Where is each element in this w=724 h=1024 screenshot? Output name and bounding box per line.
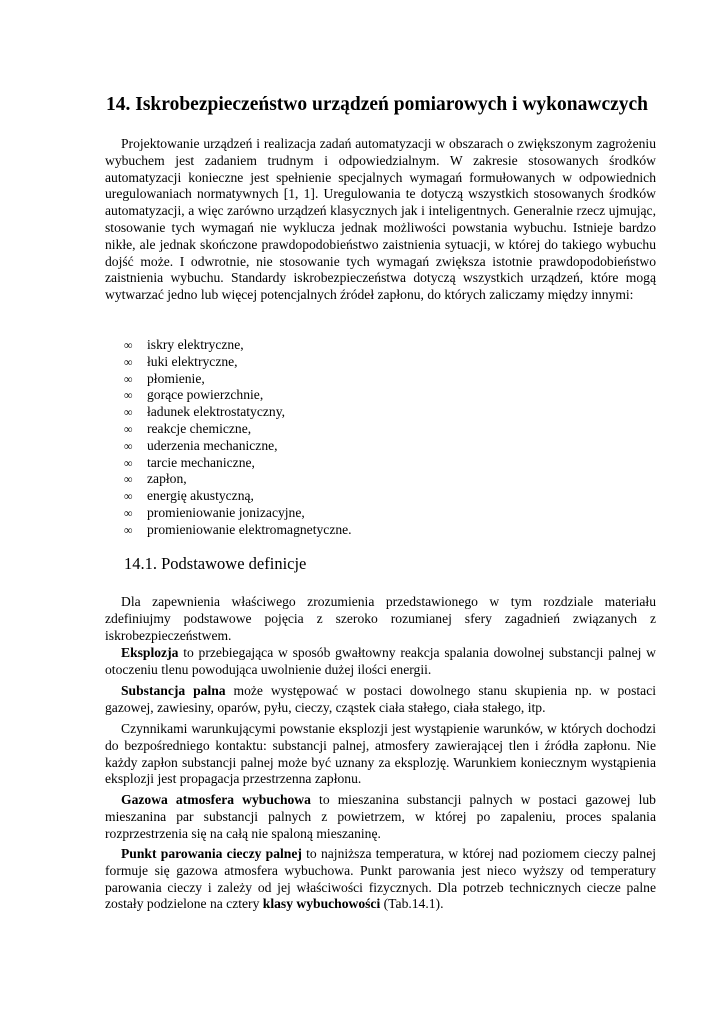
list-item: ∞ zapłon,: [124, 471, 187, 487]
infinity-bullet-icon: ∞: [124, 354, 133, 369]
infinity-bullet-icon: ∞: [124, 388, 133, 403]
infinity-bullet-icon: ∞: [124, 405, 133, 420]
infinity-bullet-icon: ∞: [124, 489, 133, 504]
term-explosion-classes: klasy wybuchowości: [262, 896, 381, 912]
term-explosion: Eksplozja: [121, 645, 179, 660]
infinity-bullet-icon: ∞: [124, 505, 133, 520]
flash-point-definition: Punkt parowania cieczy palnej to najniższa temperatura, w której nad poziomem cieczy palnej formuje się gazowa atmosfera wybuchowa. Punkt parowania jest nieco wyższy od temperatury parowania cieczy i zależy od jej właściwości fizycznych. Dla potrzeb technicznych ciecze palne zostały podzielone na cztery klasy wybuchowości (Tab.14.1).: [105, 846, 657, 912]
infinity-bullet-icon: ∞: [124, 472, 133, 487]
section-heading: 14.1. Podstawowe definicje: [124, 554, 307, 573]
list-item: ∞ promieniowanie jonizacyjne,: [124, 504, 305, 520]
list-item: ∞ promieniowanie elektromagnetyczne.: [124, 521, 352, 537]
term-flash-point: Punkt parowania cieczy palnej: [121, 846, 302, 861]
infinity-bullet-icon: ∞: [124, 455, 133, 470]
explosive-atmosphere-definition: Gazowa atmosfera wybuchowa to mieszanina substancji palnych w postaci gazowej lub mieszanina par substancji palnych z powietrzem, w której po zapaleniu, proces spalania rozprzestrzenia się na całą nie spaloną mieszaninę.: [105, 792, 656, 841]
list-item: ∞ energię akustyczną,: [124, 488, 254, 504]
list-item: ∞ płomienie,: [124, 370, 205, 386]
explosion-conditions-paragraph: Czynnikami warunkującymi powstanie eksplozji jest wystąpienie warunków, w których dochodzi do bezpośredniego kontaktu: substancji palnej, atmosfery zawierającej tlen i źródła zapłonu. Nie każdy zapłon substancji palnej może być uznany za eksplozję. Warunkiem koniecznym wystąpienia eksplozji jest propagacja przestrzenna zapłonu.: [105, 721, 656, 787]
infinity-bullet-icon: ∞: [124, 438, 133, 453]
infinity-bullet-icon: ∞: [124, 371, 133, 386]
combustible-substance-definition: Substancja palna może występować w postaci dowolnego stanu skupienia np. w postaci gazowej, zawiesiny, oparów, pyłu, cieczy, cząstek ciała stałego, ciała stałego, itp.: [105, 683, 657, 715]
term-explosive-atmosphere: Gazowa atmosfera wybuchowa: [121, 792, 311, 807]
list-item: ∞ ładunek elektrostatyczny,: [124, 404, 286, 420]
explosion-definition: Eksplozja to przebiegająca w sposób gwałtowny reakcja spalania dowolnej substancji palnej w otoczeniu tlenu powodująca uwolnienie dużej ilości energii.: [105, 645, 656, 677]
list-item: ∞ reakcje chemiczne,: [124, 420, 252, 436]
infinity-bullet-icon: ∞: [124, 421, 133, 436]
list-item: ∞ iskry elektryczne,: [124, 337, 244, 352]
list-item: ∞ uderzenia mechaniczne,: [124, 437, 278, 453]
definitions-intro-paragraph: Dla zapewnienia właściwego zrozumienia przedstawionego w tym rozdziale materiału zdefiniujmy podstawowe pojęcia z szeroko rozumianej sfery zagadnień związanych z iskrobezpieczeństwem.: [105, 594, 656, 643]
list-item: ∞ tarcie mechaniczne,: [124, 454, 255, 470]
term-combustible-substance: Substancja palna: [121, 683, 226, 698]
list-item: ∞ gorące powierzchnie,: [124, 387, 264, 403]
infinity-bullet-icon: ∞: [124, 522, 133, 537]
intro-paragraph: Projektowanie urządzeń i realizacja zadań automatyzacji w obszarach o zwiększonym zagrożeniu wybuchem jest zadaniem trudnym i odpowiedzialnym. W zakresie stosowanych środków automatyzacji konieczne jest spełnienie specjalnych wymagań formułowanych w odpowiednich uregulowaniach normatywnych [1, 1]. Uregulowania te dotyczą wszystkich stosowanych środków automatyzacji, a więc zarówno urządzeń klasycznych jak i inteligentnych. Generalnie rzecz ujmując, stosowanie tych wymagań nie wyklucza jednak możliwości powstania wybuchu. Istnieje bardzo nikłe, ale jednak skończone prawdopodobieństwo zaistnienia sytuacji, w której do takiego wybuchu dojść może. I odwrotnie, nie stosowanie tych wymagań zwiększa istotnie prawdopodobieństwo zaistnienia wybuchu. Standardy iskrobezpieczeństwa dotyczą wszystkich urządzeń, które mogą wytwarzać jedno lub więcej potencjalnych źródeł zapłonu, do których zaliczamy między innymi:: [105, 136, 656, 303]
ignition-sources-list: [124, 337, 352, 539]
list-item: ∞ łuki elektryczne,: [124, 353, 238, 369]
infinity-bullet-icon: ∞: [124, 338, 133, 352]
chapter-heading: 14. Iskrobezpieczeństwo urządzeń pomiarowych i wykonawczych: [106, 94, 649, 115]
